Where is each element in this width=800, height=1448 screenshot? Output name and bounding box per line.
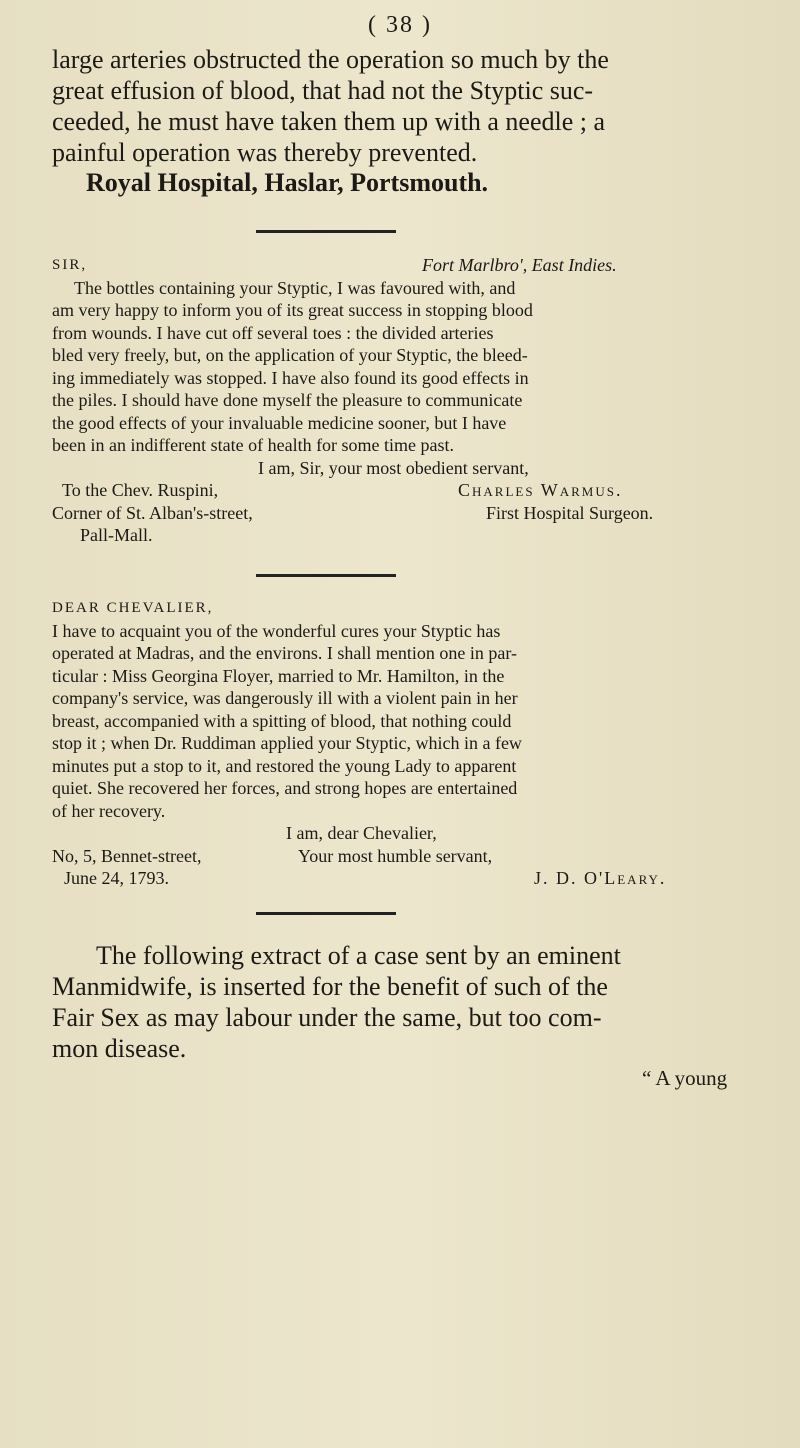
closing-row <box>52 457 772 480</box>
divider-rule <box>256 230 396 233</box>
page-number: ( 38 ) <box>368 12 432 38</box>
text-line: ticular : Miss Georgina Floyer, married to Mr. Hamilton, in the <box>52 665 505 686</box>
text-line: The bottles containing your Styptic, I was favoured with, and <box>74 277 516 298</box>
text-line: bled very freely, but, on the application of your Styptic, the bleed- <box>52 345 528 365</box>
address-row <box>52 867 772 890</box>
text-line: from wounds. I have cut off several toes : the divided arteries <box>52 322 494 343</box>
letter-header <box>52 254 772 277</box>
text-line: great effusion of blood, that had not the Styptic suc- <box>52 76 594 105</box>
text-line: The following extract of a case sent by an eminent <box>96 941 621 970</box>
address-row <box>52 502 772 525</box>
text-line: am very happy to inform you of its great success in stopping blood <box>52 300 533 320</box>
text-line: the piles. I should have done myself the pleasure to communicate <box>52 390 523 410</box>
salutation: SIR, <box>52 257 88 273</box>
signature: J. D. O'Leary. <box>534 868 667 888</box>
text-line: large arteries obstructed the operation so much by the <box>52 45 609 74</box>
text-line: painful operation was thereby prevented. <box>52 138 478 167</box>
signature-title: First Hospital Surgeon. <box>486 502 654 523</box>
text-line: Manmidwife, is inserted for the benefit of such of the <box>52 972 608 1001</box>
text-line: been in an indifferent state of health for some time past. <box>52 435 455 455</box>
outro-paragraph <box>52 940 772 1064</box>
salutation: DEAR CHEVALIER, <box>52 600 214 616</box>
signature: Charles Warmus. <box>458 480 623 500</box>
letter-2 <box>52 597 772 890</box>
address-row <box>52 479 772 502</box>
text-line: Fair Sex as may labour under the same, but too com- <box>52 1003 602 1032</box>
text-line: stop it ; when Dr. Ruddiman applied your Styptic, which in a few <box>52 733 522 753</box>
hospital-signature: Royal Hospital, Haslar, Portsmouth. <box>86 168 489 197</box>
text-line: quiet. She recovered her forces, and strong hopes are entertained <box>52 778 518 798</box>
text-line: of her recovery. <box>52 800 166 821</box>
text-line: minutes put a stop to it, and restored the young Lady to apparent <box>52 755 517 776</box>
text-line: operated at Madras, and the environs. I shall mention one in par- <box>52 643 517 663</box>
divider-rule <box>256 574 396 577</box>
letter-place: Fort Marlbro', East Indies. <box>422 255 617 275</box>
address-row <box>52 845 772 868</box>
closing: I am, dear Chevalier, <box>286 823 437 843</box>
intro-paragraph <box>52 44 772 168</box>
addressee: Pall-Mall. <box>80 525 153 545</box>
divider-rule <box>256 912 396 915</box>
text-line: mon disease. <box>52 1034 187 1063</box>
letter-date: June 24, 1793. <box>64 868 169 888</box>
addressee: To the Chev. Ruspini, <box>62 480 219 500</box>
closing: Your most humble servant, <box>298 845 493 866</box>
text-line: company's service, was dangerously ill with a violent pain in her <box>52 688 518 708</box>
addressee: Corner of St. Alban's-street, <box>52 502 253 523</box>
closing: I am, Sir, your most obedient servant, <box>258 457 529 478</box>
text-line: ceeded, he must have taken them up with a needle ; a <box>52 107 606 136</box>
letter-header <box>52 597 772 620</box>
text-line: breast, accompanied with a spitting of blood, that nothing could <box>52 710 512 731</box>
text-line: I have to acquaint you of the wonderful cures your Styptic has <box>52 620 501 641</box>
text-line: ing immediately was stopped. I have also found its good effects in <box>52 367 529 388</box>
address: No, 5, Bennet-street, <box>52 845 202 866</box>
text-line: the good effects of your invaluable medicine sooner, but I have <box>52 412 507 433</box>
letter-1 <box>52 254 772 547</box>
address-row <box>52 524 772 547</box>
catchword: “ A young <box>642 1066 728 1090</box>
closing-row <box>52 822 772 845</box>
